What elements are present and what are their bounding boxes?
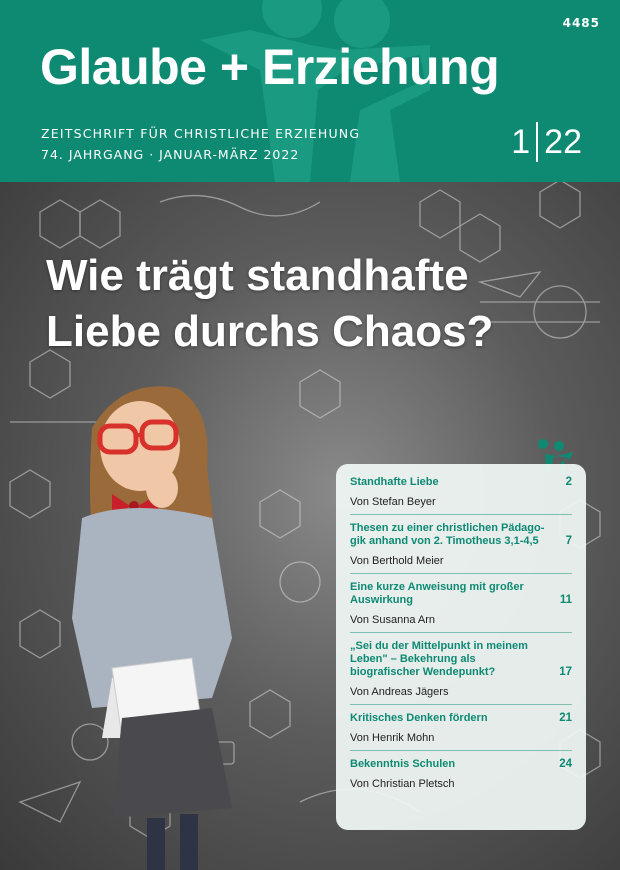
toc-item[interactable]	[350, 758, 572, 796]
toc-item[interactable]	[350, 476, 572, 515]
toc-title: „Sei du der Mittelpunkt in meinem Leben" – Bekehrung als biografischer Wendepunkt?	[350, 640, 528, 678]
magazine-subtitle: ZEITSCHRIFT FÜR CHRISTLICHE ERZIEHUNG	[41, 126, 361, 141]
cover-headline	[46, 248, 493, 360]
headline-line-1: Wie trägt standhafte	[46, 251, 469, 300]
toc-page-number: 2	[565, 476, 572, 488]
toc-page-number: 24	[559, 758, 572, 770]
toc-title: Bekenntnis Schulen	[350, 758, 456, 770]
toc-title: Kritisches Denken fördern	[350, 712, 488, 724]
headline-line-2: Liebe durchs Chaos?	[46, 307, 494, 356]
toc-author: Von Stefan Beyer	[350, 496, 436, 508]
toc-title: Thesen zu einer christlichen Pädago-gik anhand von 2. Timotheus 3,1-4,5	[350, 522, 545, 547]
masthead	[0, 0, 620, 182]
volume-date: 74. JAHRGANG · JANUAR-MÄRZ 2022	[41, 147, 300, 162]
toc-page-number: 21	[559, 712, 572, 724]
issue-divider	[536, 122, 538, 162]
toc-author: Von Andreas Jägers	[350, 686, 449, 698]
toc-author: Von Henrik Mohn	[350, 732, 435, 744]
issue-year: 22	[544, 122, 582, 161]
magazine-title: Glaube + Erziehung	[40, 39, 500, 95]
table-of-contents	[336, 464, 586, 830]
toc-title: Standhafte Liebe	[350, 476, 439, 488]
toc-page-number: 11	[559, 594, 572, 606]
cover-image	[0, 182, 620, 870]
issue-date	[511, 122, 582, 162]
issue-number: 4485	[562, 16, 600, 30]
toc-title: Eine kurze Anweisung mit großer Auswirkung	[350, 581, 524, 606]
girl-illustration	[62, 378, 282, 870]
toc-item[interactable]	[350, 581, 572, 633]
toc-item[interactable]	[350, 522, 572, 574]
toc-item[interactable]	[350, 640, 572, 705]
toc-author: Von Christian Pletsch	[350, 778, 455, 790]
toc-author: Von Susanna Arn	[350, 614, 436, 626]
toc-item[interactable]	[350, 712, 572, 751]
issue-part: 1	[511, 122, 531, 161]
toc-page-number: 7	[565, 535, 572, 547]
toc-page-number: 17	[559, 666, 572, 678]
toc-author: Von Berthold Meier	[350, 555, 444, 567]
